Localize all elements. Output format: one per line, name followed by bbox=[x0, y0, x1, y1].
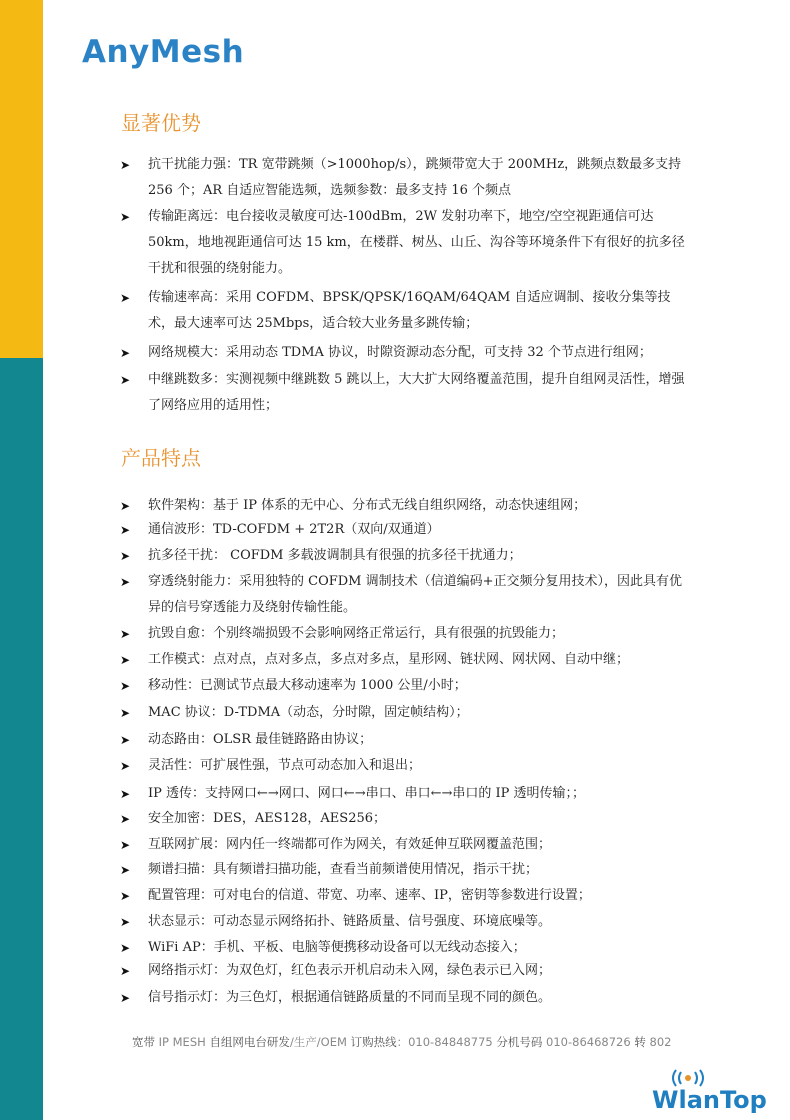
wlantop-logo: WlanTop bbox=[652, 1086, 767, 1114]
section-title-advantages: 显著优势 bbox=[121, 111, 201, 135]
bullet-arrow-icon: ➤ bbox=[120, 653, 131, 667]
list-item: ➤ 抗多径干扰： COFDM 多载波调制具有很强的抗多径干扰通力； bbox=[120, 543, 690, 569]
bullet-arrow-icon: ➤ bbox=[120, 627, 131, 641]
list-item: ➤ 中继跳数多：实测视频中继跳数 5 跳以上，大大扩大网络覆盖范围，提升自组网灵活性，增强了网络应用的适用性； bbox=[120, 367, 690, 419]
list-item: ➤ WiFi AP：手机、平板、电脑等便携移动设备可以无线动态接入； bbox=[120, 935, 690, 961]
list-item: ➤ 频谱扫描：具有频谱扫描功能，查看当前频谱使用情况，指示干扰； bbox=[120, 857, 690, 883]
list-item: ➤ MAC 协议：D-TDMA（动态，分时隙，固定帧结构）； bbox=[120, 700, 690, 726]
bullet-arrow-icon: ➤ bbox=[120, 915, 131, 929]
bullet-arrow-icon: ➤ bbox=[120, 863, 131, 877]
side-band-yellow bbox=[0, 0, 43, 358]
list-item: ➤ 配置管理：可对电台的信道、带宽、功率、速率、IP，密钥等参数进行设置； bbox=[120, 883, 690, 909]
bullet-arrow-icon: ➤ bbox=[120, 812, 131, 826]
list-item: ➤ 软件架构：基于 IP 体系的无中心、分布式无线自组织网络，动态快速组网； bbox=[120, 493, 690, 519]
bullet-arrow-icon: ➤ bbox=[120, 210, 131, 224]
side-band-teal bbox=[0, 358, 43, 1120]
list-item: ➤ 传输速率高：采用 COFDM、BPSK/QPSK/16QAM/64QAM 自适应调制、接收分集等技术，最大速率可达 25Mbps，适合较大业务量多跳传输； bbox=[120, 285, 690, 337]
list-item: ➤ 传输距离远：电台接收灵敏度可达-100dBm，2W 发射功率下，地空/空空视距通信可达 50km，地地视距通信可达 15 km，在楼群、树丛、山丘、沟谷等环境条件下有很好的抗多径干扰和很强的绕射能力。 bbox=[120, 204, 690, 282]
anymesh-logo: AnyMesh bbox=[82, 34, 245, 70]
list-item: ➤ IP 透传：支持网口←→网口、网口←→串口、串口←→串口的 IP 透明传输；； bbox=[120, 781, 690, 807]
bullet-arrow-icon: ➤ bbox=[120, 706, 131, 720]
bullet-arrow-icon: ➤ bbox=[120, 679, 131, 693]
list-item: ➤ 抗干扰能力强：TR 宽带跳频（>1000hop/s），跳频带宽大于 200MHz，跳频点数最多支持 256 个；AR 自适应智能选频，选频参数：最多支持 16 个频点 bbox=[120, 152, 690, 204]
section-title-features: 产品特点 bbox=[121, 446, 201, 470]
list-item: ➤ 通信波形：TD-COFDM + 2T2R（双向/双通道） bbox=[120, 517, 690, 543]
bullet-arrow-icon: ➤ bbox=[120, 549, 131, 563]
list-item: ➤ 互联网扩展：网内任一终端都可作为网关，有效延伸互联网覆盖范围； bbox=[120, 832, 690, 858]
wifi-signal-icon bbox=[668, 1066, 708, 1088]
bullet-arrow-icon: ➤ bbox=[120, 991, 131, 1005]
bullet-arrow-icon: ➤ bbox=[120, 787, 131, 801]
list-item: ➤ 信号指示灯：为三色灯，根据通信链路质量的不同而呈现不同的颜色。 bbox=[120, 985, 690, 1011]
list-item: ➤ 状态显示：可动态显示网络拓扑、链路质量、信号强度、环境底噪等。 bbox=[120, 909, 690, 935]
bullet-arrow-icon: ➤ bbox=[120, 889, 131, 903]
list-item: ➤ 灵活性：可扩展性强，节点可动态加入和退出； bbox=[120, 753, 690, 779]
bullet-arrow-icon: ➤ bbox=[120, 759, 131, 773]
list-item: ➤ 工作模式：点对点，点对多点，多点对多点，星形网、链状网、网状网、自动中继； bbox=[120, 647, 690, 673]
bullet-arrow-icon: ➤ bbox=[120, 838, 131, 852]
bullet-arrow-icon: ➤ bbox=[120, 733, 131, 747]
list-item: ➤ 安全加密：DES，AES128，AES256； bbox=[120, 806, 690, 832]
bullet-arrow-icon: ➤ bbox=[120, 346, 131, 360]
bullet-arrow-icon: ➤ bbox=[120, 964, 131, 978]
list-item: ➤ 网络指示灯：为双色灯，红色表示开机启动未入网，绿色表示已入网； bbox=[120, 958, 690, 984]
bullet-arrow-icon: ➤ bbox=[120, 291, 131, 305]
footer-contact: 宽带 IP MESH 自组网电台研发/生产/OEM 订购热线：010-84848775 分机号码 010-86468726 转 802 bbox=[132, 1035, 672, 1049]
bullet-arrow-icon: ➤ bbox=[120, 158, 131, 172]
list-item: ➤ 抗毁自愈：个别终端损毁不会影响网络正常运行，具有很强的抗毁能力； bbox=[120, 621, 690, 647]
bullet-arrow-icon: ➤ bbox=[120, 523, 131, 537]
list-item: ➤ 动态路由：OLSR 最佳链路路由协议； bbox=[120, 727, 690, 753]
list-item: ➤ 移动性：已测试节点最大移动速率为 1000 公里/小时； bbox=[120, 673, 690, 699]
bullet-arrow-icon: ➤ bbox=[120, 941, 131, 955]
list-item: ➤ 网络规模大：采用动态 TDMA 协议，时隙资源动态分配，可支持 32 个节点进行组网； bbox=[120, 340, 690, 366]
bullet-arrow-icon: ➤ bbox=[120, 499, 131, 513]
bullet-arrow-icon: ➤ bbox=[120, 575, 131, 589]
bullet-arrow-icon: ➤ bbox=[120, 373, 131, 387]
list-item: ➤ 穿透绕射能力：采用独特的 COFDM 调制技术（信道编码+正交频分复用技术），因此具有优异的信号穿透能力及绕射传输性能。 bbox=[120, 569, 690, 621]
